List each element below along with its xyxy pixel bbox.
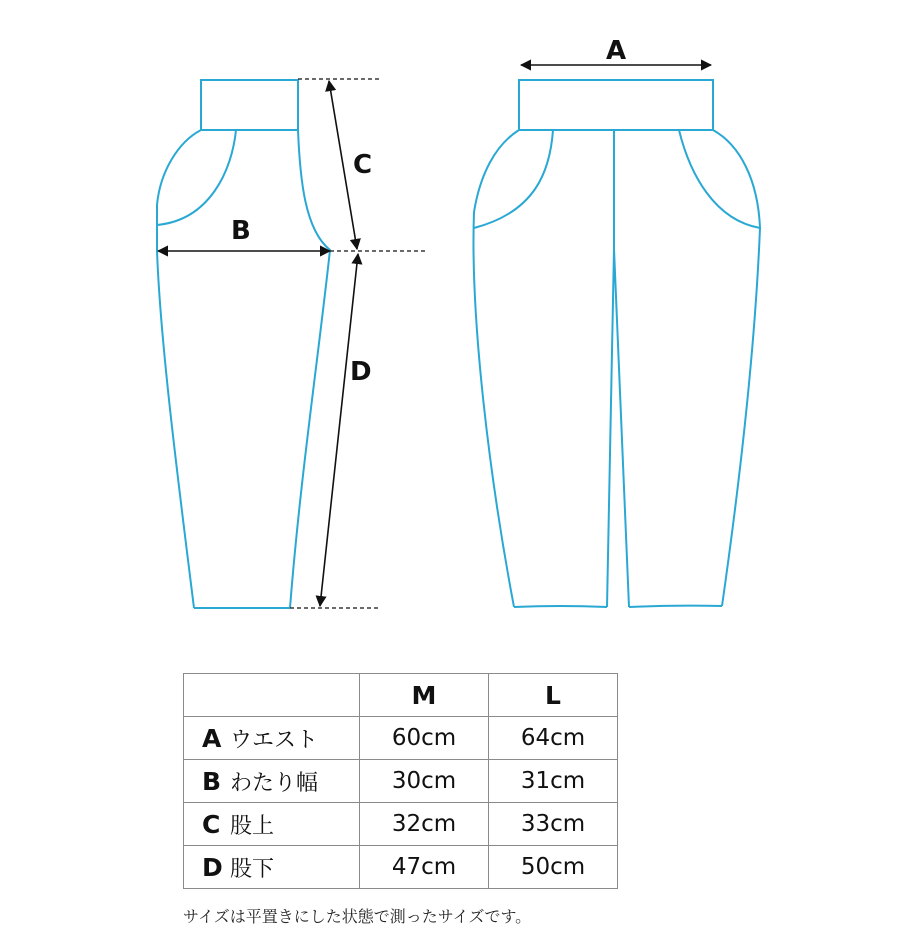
row-letter: D: [202, 852, 223, 882]
front-pocket-left: [474, 130, 553, 228]
table-row: [184, 717, 618, 760]
table-header-row: [184, 674, 618, 717]
front-outline-left: [473, 130, 519, 607]
header-l: L: [489, 674, 618, 717]
label-d: D: [350, 357, 372, 387]
side-pocket: [157, 130, 236, 225]
row-letter: C: [202, 809, 221, 839]
row-name: ウエスト: [230, 727, 319, 753]
value-l: 33cm: [489, 803, 618, 846]
value-m: 30cm: [360, 760, 489, 803]
row-name: 股上: [230, 813, 275, 839]
measurement-note: サイズは平置きにした状態で測ったサイズです。: [183, 907, 532, 926]
row-label: [184, 803, 360, 846]
label-b: B: [231, 216, 251, 246]
value-m: 60cm: [360, 717, 489, 760]
value-l: 31cm: [489, 760, 618, 803]
row-label: [184, 760, 360, 803]
front-pocket-right: [679, 130, 760, 228]
label-c: C: [353, 150, 373, 180]
front-right-hem: [629, 606, 722, 607]
value-l: 64cm: [489, 717, 618, 760]
row-label: [184, 717, 360, 760]
row-label: [184, 846, 360, 889]
header-empty: [184, 674, 360, 717]
table-row: [184, 803, 618, 846]
value-l: 50cm: [489, 846, 618, 889]
front-inseam: [607, 249, 629, 607]
header-m: M: [360, 674, 489, 717]
side-view-pants: [157, 80, 330, 608]
side-outline-back: [290, 130, 330, 608]
table-row: [184, 846, 618, 889]
row-letter: A: [202, 723, 222, 753]
table-row: [184, 760, 618, 803]
row-name: わたり幅: [230, 770, 319, 796]
front-left-hem: [514, 606, 607, 607]
front-view-pants: [473, 80, 760, 607]
side-outline-front: [157, 130, 201, 608]
row-name: 股下: [230, 856, 275, 882]
value-m: 32cm: [360, 803, 489, 846]
front-outline-right: [713, 130, 760, 606]
measure-arrows: [158, 65, 711, 606]
row-letter: B: [202, 766, 222, 796]
value-m: 47cm: [360, 846, 489, 889]
size-table: [183, 673, 618, 889]
front-waistband: [519, 80, 713, 130]
side-waistband: [201, 80, 298, 130]
arrow-d: [320, 254, 358, 606]
label-a: A: [606, 36, 627, 66]
